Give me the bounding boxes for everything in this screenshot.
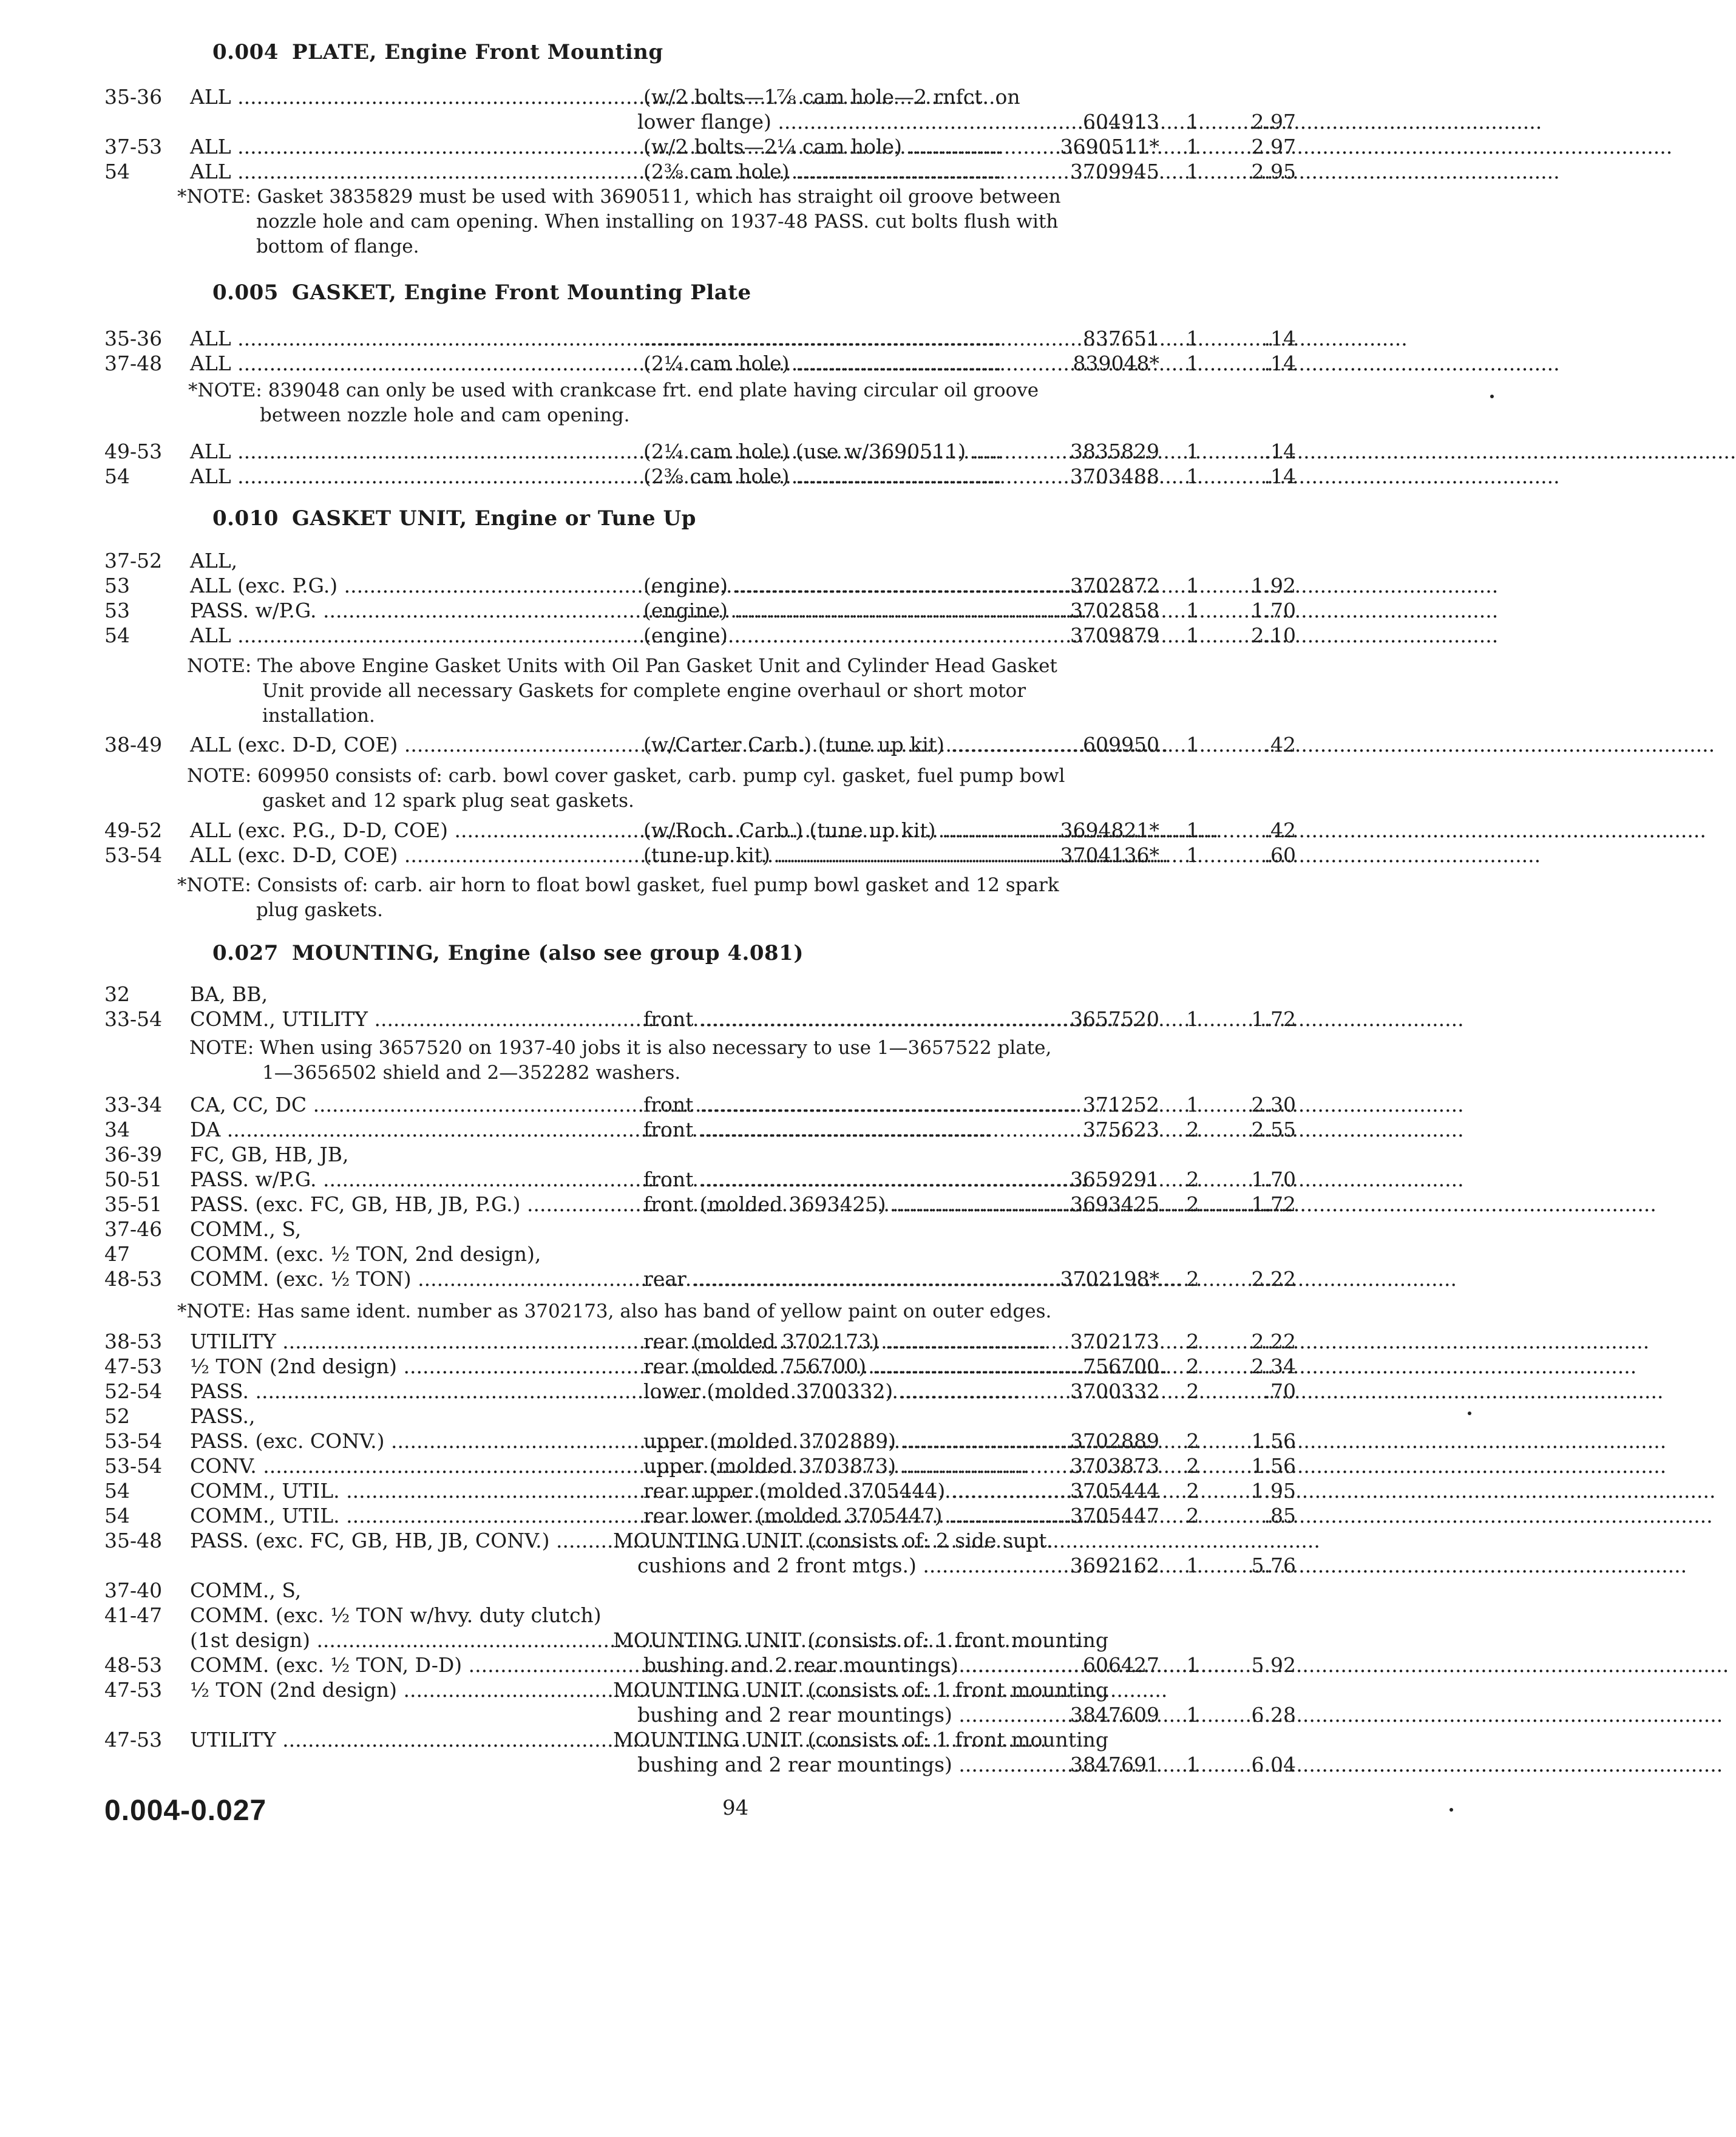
part-number: 3709879 [1070,623,1159,647]
quantity: 1 [1186,1093,1199,1116]
part-number: 3702173 [1070,1330,1159,1353]
note-line: gasket and 12 spark plug seat gaskets. [262,790,634,812]
description-cell: rear upper (molded 3705444) ..... [643,1479,1050,1503]
section-code: 0.027 [212,941,279,965]
description-cell: front (molded 3693425) ..... [643,1192,1050,1216]
year-range: 52-54 [104,1379,163,1403]
description-cell: cushions and 2 front mtgs.) ..... [637,1554,1050,1577]
parts-row [0,1728,1534,1755]
parts-row [0,135,1534,161]
price: 1.70 [1251,1167,1296,1191]
part-number: 839048* [1073,352,1159,375]
parts-row [0,1007,1534,1034]
parts-row [0,1404,1534,1431]
description-cell: (2⅜ cam hole) ..... [643,464,1050,488]
description-cell: lower flange) ..... [637,110,1050,134]
section-code: 0.004 [212,40,279,64]
year-range: 34 [104,1118,130,1141]
price: .85 [1264,1504,1296,1527]
quantity: 1 [1186,464,1199,488]
note-line: *NOTE: Gasket 3835829 must be used with 3690511, which has straight oil groove between [177,186,1061,208]
note-block [187,764,1065,814]
part-number: 3847609 [1070,1703,1159,1727]
part-number: 837651 [1083,327,1159,350]
price: 1.56 [1251,1429,1296,1453]
quantity: 2 [1186,1167,1199,1191]
quantity: 1 [1186,818,1199,842]
description-cell: bushing and 2 rear mountings) ..... [637,1703,1050,1727]
price: 6.28 [1251,1703,1296,1727]
quantity: 1 [1186,574,1199,597]
description-cell: front ..... [643,1007,1050,1031]
note-line: between nozzle hole and cam opening. [260,404,630,426]
year-range: 52 [104,1404,130,1428]
year-range: 53 [104,599,130,622]
quantity: 1 [1186,352,1199,375]
parts-row [0,1454,1534,1481]
price: 1.70 [1251,599,1296,622]
quantity: 2 [1186,1454,1199,1478]
price: .14 [1264,440,1296,463]
year-range: 50-51 [104,1167,163,1191]
note-block [189,1036,1051,1085]
parts-row [0,982,1534,1009]
quantity: 1 [1186,1703,1199,1727]
description-cell: (engine) ..... [643,599,1050,622]
price: 2.95 [1251,160,1296,183]
part-number: 3659291 [1070,1167,1159,1191]
parts-row [0,1628,1534,1655]
part-number: 3703488 [1070,464,1159,488]
model-cell: PASS. (exc. FC, GB, HB, JB, CONV.) ..... [190,1529,585,1552]
part-number: 3835829 [1070,440,1159,463]
model-cell: PASS. w/P.G. ..... [190,599,585,622]
year-range: 48-53 [104,1267,163,1291]
note-block [177,873,1059,923]
parts-row [0,464,1534,491]
model-cell: COMM., UTIL. ..... [190,1504,585,1527]
scan-speck [1449,1808,1453,1812]
parts-row [0,352,1534,378]
parts-row [0,574,1534,600]
parts-row [0,1217,1534,1244]
quantity: 1 [1186,135,1199,158]
model-cell: PASS. ..... [190,1379,585,1403]
parts-row [0,1603,1534,1630]
quantity: 1 [1186,440,1199,463]
part-number: 3705444 [1070,1479,1159,1503]
model-cell: ALL ..... [190,85,585,109]
note-line: nozzle hole and cam opening. When installing on 1937-48 PASS. cut bolts flush with [256,211,1059,233]
part-number: 756700 [1083,1354,1159,1378]
parts-row [0,440,1534,466]
quantity: 2 [1186,1379,1199,1403]
model-cell: UTILITY ..... [190,1330,585,1353]
year-range: 35-36 [104,327,163,350]
parts-row [0,549,1534,576]
description-cell: MOUNTING UNIT (consists of: 1 front mounting [613,1678,1109,1702]
price: 6.04 [1251,1753,1296,1776]
description-cell: (w/Carter Carb.) (tune up kit) ..... [643,733,1050,756]
parts-row [0,733,1534,759]
quantity: 1 [1186,1753,1199,1776]
quantity: 1 [1186,327,1199,350]
quantity: 1 [1186,1554,1199,1577]
year-range: 54 [104,623,130,647]
parts-row [0,1703,1534,1730]
description-cell: (engine) ..... [643,623,1050,647]
year-range: 47 [104,1242,130,1266]
model-cell: BA, BB, [190,982,268,1006]
parts-row [0,1330,1534,1356]
parts-row [0,1479,1534,1506]
note-block [177,1299,1051,1324]
year-range: 35-48 [104,1529,163,1552]
part-number: 371252 [1083,1093,1159,1116]
description-cell [643,327,1050,350]
description-cell: MOUNTING UNIT (consists of: 2 side supt. [613,1529,1053,1552]
price: 5.92 [1251,1653,1296,1677]
scan-speck [1490,395,1494,398]
model-cell: ALL ..... [190,135,585,158]
part-number: 3702198* [1060,1267,1159,1291]
part-number: 3657520 [1070,1007,1159,1031]
year-range: 35-51 [104,1192,163,1216]
model-cell: ALL ..... [190,160,585,183]
page-number: 94 [722,1796,749,1820]
section-title: GASKET, Engine Front Mounting Plate [291,280,751,305]
model-cell: UTILITY ..... [190,1728,585,1751]
parts-row [0,1267,1534,1294]
year-range: 47-53 [104,1354,163,1378]
description-cell: (2¼ cam hole) (use w/3690511) ..... [643,440,1050,463]
price: 2.22 [1251,1267,1296,1291]
quantity: 2 [1186,1429,1199,1453]
note-block [188,378,1039,428]
year-range: 53-54 [104,1429,163,1453]
description-cell: (2⅜ cam hole) ..... [643,160,1050,183]
model-cell: ALL ..... [190,623,585,647]
year-range: 33-34 [104,1093,163,1116]
quantity: 2 [1186,1354,1199,1378]
part-number: 3703873 [1070,1454,1159,1478]
description-cell: MOUNTING UNIT (consists of: 1 front mounting [613,1628,1109,1652]
part-number: 3704136* [1060,843,1159,867]
part-number: 3702889 [1070,1429,1159,1453]
price: 2.10 [1251,623,1296,647]
model-cell: COMM., UTILITY ..... [190,1007,585,1031]
price: 2.97 [1251,110,1296,134]
year-range: 37-48 [104,352,163,375]
section-header [212,506,696,531]
quantity: 2 [1186,1118,1199,1141]
part-number: 3709945 [1070,160,1159,183]
year-range: 38-53 [104,1330,163,1353]
note-line: NOTE: When using 3657520 on 1937-40 jobs it is also necessary to use 1—3657522 plate, [189,1037,1052,1059]
note-line: *NOTE: 839048 can only be used with crankcase frt. end plate having circular oil groove [188,379,1039,401]
parts-row [0,1554,1534,1580]
description-cell: rear ..... [643,1267,1050,1291]
year-range: 53-54 [104,843,163,867]
parts-row [0,1093,1534,1119]
parts-row [0,1429,1534,1456]
part-number: 3847691 [1070,1753,1159,1776]
model-cell: (1st design) ..... [190,1628,585,1652]
description-cell: (w/2 bolts—2¼ cam hole) ..... [643,135,1050,158]
year-range: 53 [104,574,130,597]
description-cell: rear lower (molded 3705447) ..... [643,1504,1050,1527]
year-range: 33-54 [104,1007,163,1031]
parts-row [0,1118,1534,1144]
section-title: PLATE, Engine Front Mounting [291,40,663,64]
note-line: bottom of flange. [256,236,419,257]
description-cell: upper (molded 3702889) ..... [643,1429,1050,1453]
price: .14 [1264,352,1296,375]
parts-row [0,1192,1534,1219]
section-header [212,280,751,305]
year-range: 37-40 [104,1578,163,1602]
year-range: 32 [104,982,130,1006]
parts-row [0,85,1534,112]
model-cell: ALL ..... [190,327,585,350]
price: 5.76 [1251,1554,1296,1577]
year-range: 54 [104,1479,130,1503]
model-cell: FC, GB, HB, JB, [190,1143,349,1166]
model-cell: ALL (exc. D-D, COE) ..... [190,843,585,867]
quantity: 2 [1186,1330,1199,1353]
model-cell: ALL ..... [190,464,585,488]
price: .60 [1264,843,1296,867]
section-code: 0.005 [212,280,279,305]
year-range: 37-53 [104,135,163,158]
quantity: 2 [1186,1479,1199,1503]
price: 2.30 [1251,1093,1296,1116]
model-cell: COMM. (exc. ½ TON, 2nd design), [190,1242,541,1266]
quantity: 1 [1186,623,1199,647]
part-number: 3690511* [1060,135,1159,158]
note-line: NOTE: The above Engine Gasket Units with Oil Pan Gasket Unit and Cylinder Head Gasket [187,655,1057,677]
model-cell: COMM. (exc. ½ TON) ..... [190,1267,585,1291]
section-header [212,40,663,64]
model-cell: ALL (exc. D-D, COE) ..... [190,733,585,756]
quantity: 2 [1186,1192,1199,1216]
note-block [177,185,1061,259]
part-number: 3705447 [1070,1504,1159,1527]
part-number: 3702872 [1070,574,1159,597]
year-range: 38-49 [104,733,163,756]
part-number: 609950 [1083,733,1159,756]
description-cell: bushing and 2 rear mountings) ..... [637,1753,1050,1776]
quantity: 1 [1186,160,1199,183]
year-range: 49-53 [104,440,163,463]
year-range: 54 [104,1504,130,1527]
note-line: plug gaskets. [256,899,384,921]
model-cell: COMM., S, [190,1217,302,1241]
part-number: 3693425 [1070,1192,1159,1216]
price: 1.92 [1251,574,1296,597]
model-cell: COMM., UTIL. ..... [190,1479,585,1503]
quantity: 1 [1186,733,1199,756]
description-cell: (tune-up kit) ..... [643,843,1050,867]
part-number: 3702858 [1070,599,1159,622]
part-number: 375623 [1083,1118,1159,1141]
quantity: 2 [1186,1267,1199,1291]
parts-row [0,1504,1534,1531]
quantity: 1 [1186,1653,1199,1677]
price: 2.34 [1251,1354,1296,1378]
parts-row [0,1678,1534,1705]
parts-row [0,1167,1534,1194]
description-cell: (2¼ cam hole) ..... [643,352,1050,375]
parts-row [0,1354,1534,1381]
price: 1.95 [1251,1479,1296,1503]
model-cell: ½ TON (2nd design) ..... [190,1678,585,1702]
note-line: *NOTE: Has same ident. number as 3702173, also has band of yellow paint on outer edges. [177,1300,1052,1322]
part-number: 606427 [1083,1653,1159,1677]
description-cell: front ..... [643,1167,1050,1191]
quantity: 1 [1186,843,1199,867]
description-cell: lower (molded 3700332) ..... [643,1379,1050,1403]
description-cell: upper (molded 3703873) ..... [643,1454,1050,1478]
price: .42 [1264,818,1296,842]
model-cell: COMM. (exc. ½ TON, D-D) ..... [190,1653,585,1677]
model-cell: DA ..... [190,1118,585,1141]
year-range: 48-53 [104,1653,163,1677]
model-cell: CONV. ..... [190,1454,585,1478]
description-cell: front ..... [643,1093,1050,1116]
model-cell: ALL, [190,549,238,572]
description-cell: (engine) ..... [643,574,1050,597]
parts-row [0,1753,1534,1779]
year-range: 53-54 [104,1454,163,1478]
price: 2.22 [1251,1330,1296,1353]
section-title: MOUNTING, Engine (also see group 4.081) [291,941,804,965]
section-title: GASKET UNIT, Engine or Tune Up [291,506,696,531]
note-line: *NOTE: Consists of: carb. air horn to float bowl gasket, fuel pump bowl gasket and 12 spark [177,874,1059,896]
quantity: 1 [1186,1007,1199,1031]
description-cell: rear (molded 756700) ..... [643,1354,1050,1378]
part-number: 3692162 [1070,1554,1159,1577]
description-cell: (w/2 bolts—1⅞ cam hole—2 rnfct. on [643,85,1020,109]
section-code: 0.010 [212,506,279,531]
price: 2.55 [1251,1118,1296,1141]
parts-row [0,1578,1534,1605]
price: 1.72 [1251,1192,1296,1216]
description-cell: rear (molded 3702173) ..... [643,1330,1050,1353]
section-header [212,941,804,965]
year-range: 54 [104,160,130,183]
parts-row [0,1143,1534,1169]
year-range: 35-36 [104,85,163,109]
quantity: 1 [1186,110,1199,134]
price: 1.72 [1251,1007,1296,1031]
parts-row [0,1529,1534,1555]
model-cell: ½ TON (2nd design) ..... [190,1354,585,1378]
model-cell: CA, CC, DC ..... [190,1093,585,1116]
parts-row [0,1653,1534,1680]
note-line: 1—3656502 shield and 2—352282 washers. [262,1062,681,1084]
year-range: 36-39 [104,1143,163,1166]
quantity: 1 [1186,599,1199,622]
year-range: 37-52 [104,549,163,572]
price: .14 [1264,464,1296,488]
parts-row [0,623,1534,650]
footer-code-range: 0.004-0.027 [104,1795,267,1827]
model-cell: PASS., [190,1404,256,1428]
parts-row [0,818,1534,845]
part-number: 3700332 [1070,1379,1159,1403]
note-block [187,654,1057,729]
parts-row [0,843,1534,870]
year-range: 37-46 [104,1217,163,1241]
model-cell: PASS. (exc. CONV.) ..... [190,1429,585,1453]
model-cell: PASS. (exc. FC, GB, HB, JB, P.G.) ..... [190,1192,585,1216]
price: 1.56 [1251,1454,1296,1478]
parts-row [0,599,1534,625]
parts-row [0,1242,1534,1269]
price: .70 [1264,1379,1296,1403]
quantity: 2 [1186,1504,1199,1527]
year-range: 49-52 [104,818,163,842]
description-cell: bushing and 2 rear mountings) ..... [643,1653,1050,1677]
part-number: 3694821* [1060,818,1159,842]
model-cell: ALL ..... [190,352,585,375]
year-range: 54 [104,464,130,488]
part-number: 604913 [1083,110,1159,134]
model-cell: PASS. w/P.G. ..... [190,1167,585,1191]
note-line: NOTE: 609950 consists of: carb. bowl cover gasket, carb. pump cyl. gasket, fuel pump bowl [187,765,1065,787]
note-line: installation. [262,705,375,727]
note-line: Unit provide all necessary Gaskets for complete engine overhaul or short motor [262,680,1026,702]
model-cell: ALL (exc. P.G.) ..... [190,574,585,597]
model-cell: ALL ..... [190,440,585,463]
year-range: 47-53 [104,1728,163,1751]
year-range: 47-53 [104,1678,163,1702]
model-cell: COMM., S, [190,1578,302,1602]
year-range: 41-47 [104,1603,163,1627]
price: .42 [1264,733,1296,756]
parts-row [0,110,1534,137]
description-cell: (w/Roch. Carb.) (tune up kit) ..... [643,818,1050,842]
price: .14 [1264,327,1296,350]
parts-row [0,327,1534,353]
description-cell: MOUNTING UNIT (consists of: 1 front mounting [613,1728,1109,1751]
price: 2.97 [1251,135,1296,158]
model-cell: ALL (exc. P.G., D-D, COE) ..... [190,818,585,842]
model-cell: COMM. (exc. ½ TON w/hvy. duty clutch) [190,1603,602,1627]
parts-row [0,1379,1534,1406]
parts-row [0,160,1534,186]
description-cell: front ..... [643,1118,1050,1141]
scan-speck [1468,1412,1471,1415]
